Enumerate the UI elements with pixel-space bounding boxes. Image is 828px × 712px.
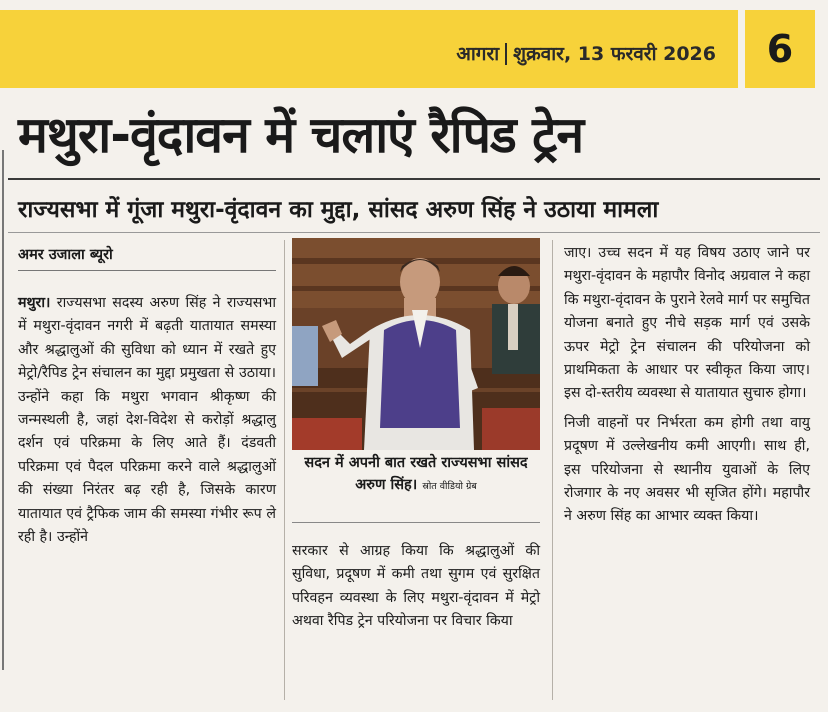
column-1-text: राज्यसभा सदस्य अरुण सिंह ने राज्यसभा में मथुरा-वृंदावन नगरी में बढ़ती यातायात समस्या और श्रद्धालुओं की सुविधा को ध्यान में रखते हुए मेट्रो/रैपिड ट्रेन संचालन का मुद्दा प्रमुखता से उठाया। उन्होंने कहा कि मथुरा भगवान श्रीकृष्ण की जन्मस्थली है, जहां देश-विदेश से करोड़ों श्रद्धालु दर्शन एवं परिक्रमा के लिए आते हैं। दंडवती परिक्रमा एवं पैदल परिक्रमा करने वाले श्रद्धालुओं की संख्या निरंतर बढ़ रही है, जिसके कारण यातायात एवं ट्रैफिक जाम की समस्या गंभीर रूप ले रही है। उन्होंने [18, 295, 276, 546]
subheadline: राज्यसभा में गूंजा मथुरा-वृंदावन का मुद्दा, सांसद अरुण सिंह ने उठाया मामला [18, 197, 659, 223]
edition-date: शुक्रवार, 13 फरवरी 2026 [513, 43, 716, 65]
column-3-paragraph-2: निजी वाहनों पर निर्भरता कम होगी तथा वायु प्रदूषण में उल्लेखनीय कमी आएगी। साथ ही, इस परियोजना से स्थानीय युवाओं के लिए रोजगार के नए अवसर भी सृजित होंगे। महापौर ने अरुण सिंह का आभार व्यक्त किया। [564, 414, 810, 525]
column-divider [552, 240, 553, 700]
edition-info [456, 40, 716, 66]
edition-city: आगरा [456, 43, 507, 65]
headline: मथुरा-वृंदावन में चलाएं रैपिड ट्रेन [18, 106, 584, 164]
caption-divider [292, 522, 540, 523]
page-number: 6 [745, 10, 815, 88]
article-column-2 [292, 540, 540, 634]
news-photo [292, 238, 540, 450]
column-3-paragraph-1: जाए। उच्च सदन में यह विषय उठाए जाने पर मथुरा-वृंदावन के महापौर विनोद अग्रवाल ने कहा कि मथुरा-वृंदावन के पुराने रेलवे मार्ग पर समुचित योजना बनाते हुए नीचे सड़क मार्ग एवं उसके ऊपर मेट्रो ट्रेन संचालन की परियोजना को प्राथमिकता के आधार पर स्वीकृत किया जाए। इस दो-स्तरीय व्यवस्था से यातायात सुचारु होगा। [564, 245, 810, 402]
subheadline-divider [8, 232, 820, 233]
column-divider [284, 240, 285, 700]
masthead-band [0, 10, 738, 88]
byline-divider [18, 270, 276, 271]
article-column-3 [564, 242, 810, 529]
photo-credit: स्रोत वीडियो ग्रेब [422, 481, 477, 492]
headline-divider [8, 178, 820, 180]
page-margin-rule [2, 150, 4, 670]
article-column-1 [18, 292, 276, 549]
dateline: मथुरा। [18, 295, 51, 311]
byline: अमर उजाला ब्यूरो [18, 247, 113, 263]
column-2-text: सरकार से आग्रह किया कि श्रद्धालुओं की सुविधा, प्रदूषण में कमी तथा सुगम एवं सुरक्षित परिवहन व्यवस्था के लिए मथुरा-वृंदावन में मेट्रो अथवा रैपिड ट्रेन परियोजना पर विचार किया [292, 543, 540, 630]
photo-caption-text: सदन में अपनी बात रखते राज्यसभा सांसद अरुण सिंह। [304, 455, 528, 493]
photo-caption [292, 452, 540, 498]
